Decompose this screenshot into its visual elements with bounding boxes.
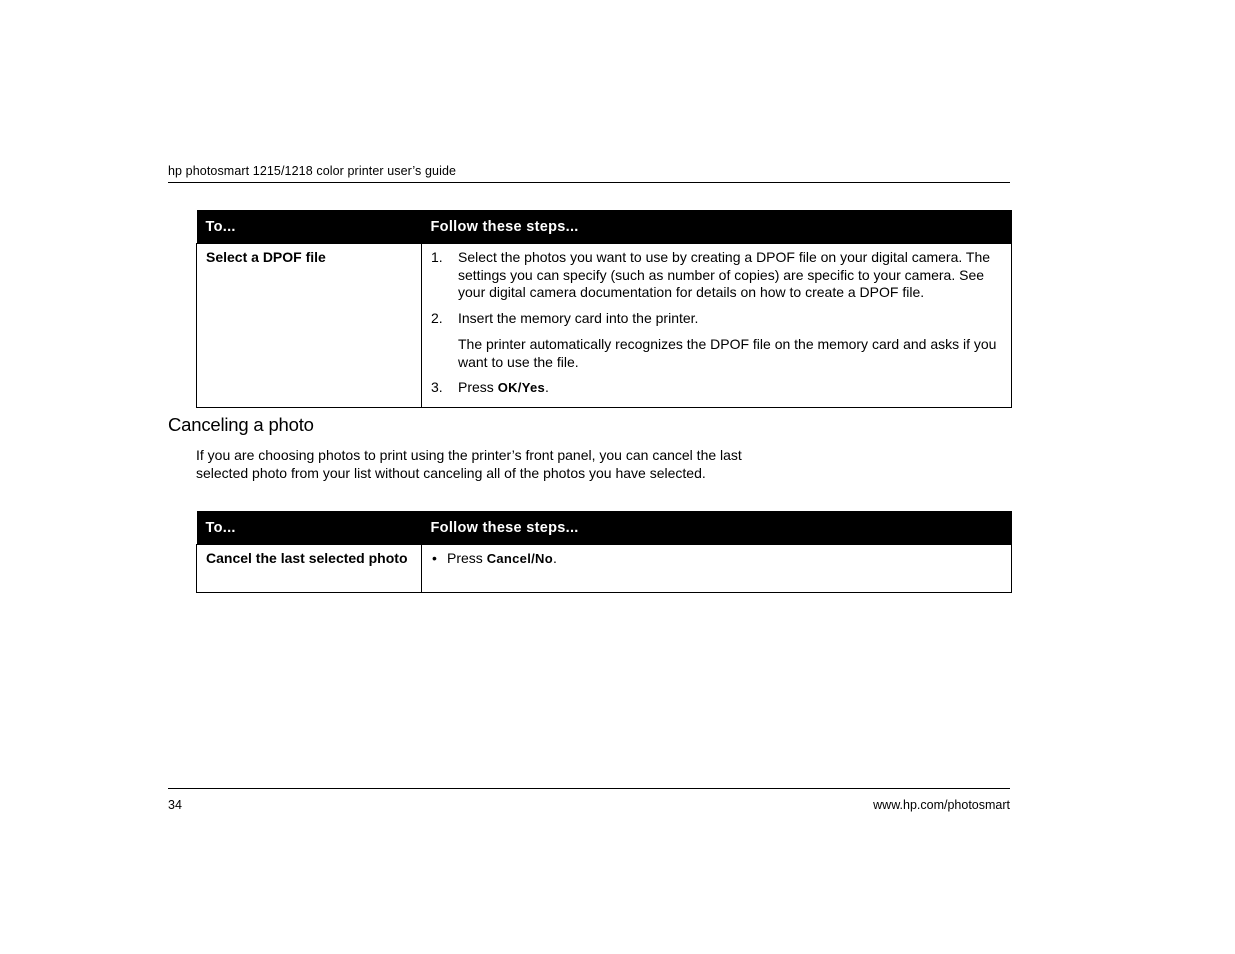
- intro-line-1: If you are choosing photos to print using the printer’s front panel, you can cancel the last: [196, 447, 742, 463]
- header-rule: [168, 182, 1010, 183]
- step-text-suffix: .: [552, 550, 557, 566]
- step-item: [431, 310, 1002, 372]
- section-intro: [196, 447, 756, 482]
- dpof-steps-table: [196, 210, 1012, 408]
- table-row: [197, 545, 1012, 593]
- steps-cell: [422, 545, 1012, 593]
- step-list: [431, 249, 1002, 397]
- step-text: Select the photos you want to use by creating a DPOF file on your digital camera. The settings you can specify (such as number of copies) are specific to your camera. See your digital camera documentation for details on how to create a DPOF file.: [458, 249, 991, 300]
- step-number: 1.: [431, 249, 443, 265]
- running-header: hp photosmart 1215/1218 color printer user’s guide: [168, 164, 457, 178]
- button-label-cancel-no: Cancel/No: [486, 551, 553, 566]
- task-cell: [197, 244, 422, 408]
- section-title: Canceling a photo: [168, 414, 314, 435]
- task-cell: [197, 545, 422, 593]
- task-label: Cancel the last selected photo: [206, 550, 408, 566]
- step-text: Insert the memory card into the printer.: [458, 309, 699, 326]
- step-note: The printer automatically recognizes the DPOF file on the memory card and asks if you want to use the file.: [458, 336, 997, 370]
- table-row: [197, 244, 1012, 408]
- steps-cell: [422, 244, 1012, 408]
- step-text-suffix: .: [545, 379, 549, 395]
- intro-line-2: selected photo from your list without canceling all of the photos you have selected.: [196, 464, 706, 481]
- step-item: [431, 379, 1002, 397]
- col-header-to: To...: [197, 511, 422, 545]
- footer-url: www.hp.com/photosmart: [873, 798, 1010, 812]
- step-text-prefix: Press: [458, 379, 498, 395]
- col-header-steps: Follow these steps...: [422, 511, 1012, 545]
- step-number: 2.: [431, 309, 443, 326]
- step-item: [431, 249, 1002, 302]
- bullet-icon: •: [432, 550, 437, 566]
- list-item: [431, 550, 1002, 568]
- page-number: 34: [168, 798, 182, 812]
- button-label-ok-yes: OK/Yes: [497, 380, 546, 395]
- col-header-to: To...: [197, 210, 422, 244]
- cancel-steps-table: [196, 511, 1012, 593]
- footer-rule: [168, 788, 1010, 789]
- table-header-row: [197, 210, 1012, 244]
- col-header-steps: Follow these steps...: [422, 210, 1012, 244]
- task-label: Select a DPOF file: [206, 249, 326, 265]
- table-header-row: [197, 511, 1012, 545]
- step-number: 3.: [431, 379, 443, 395]
- bullet-list: [431, 550, 1002, 568]
- step-text-prefix: Press: [447, 550, 487, 566]
